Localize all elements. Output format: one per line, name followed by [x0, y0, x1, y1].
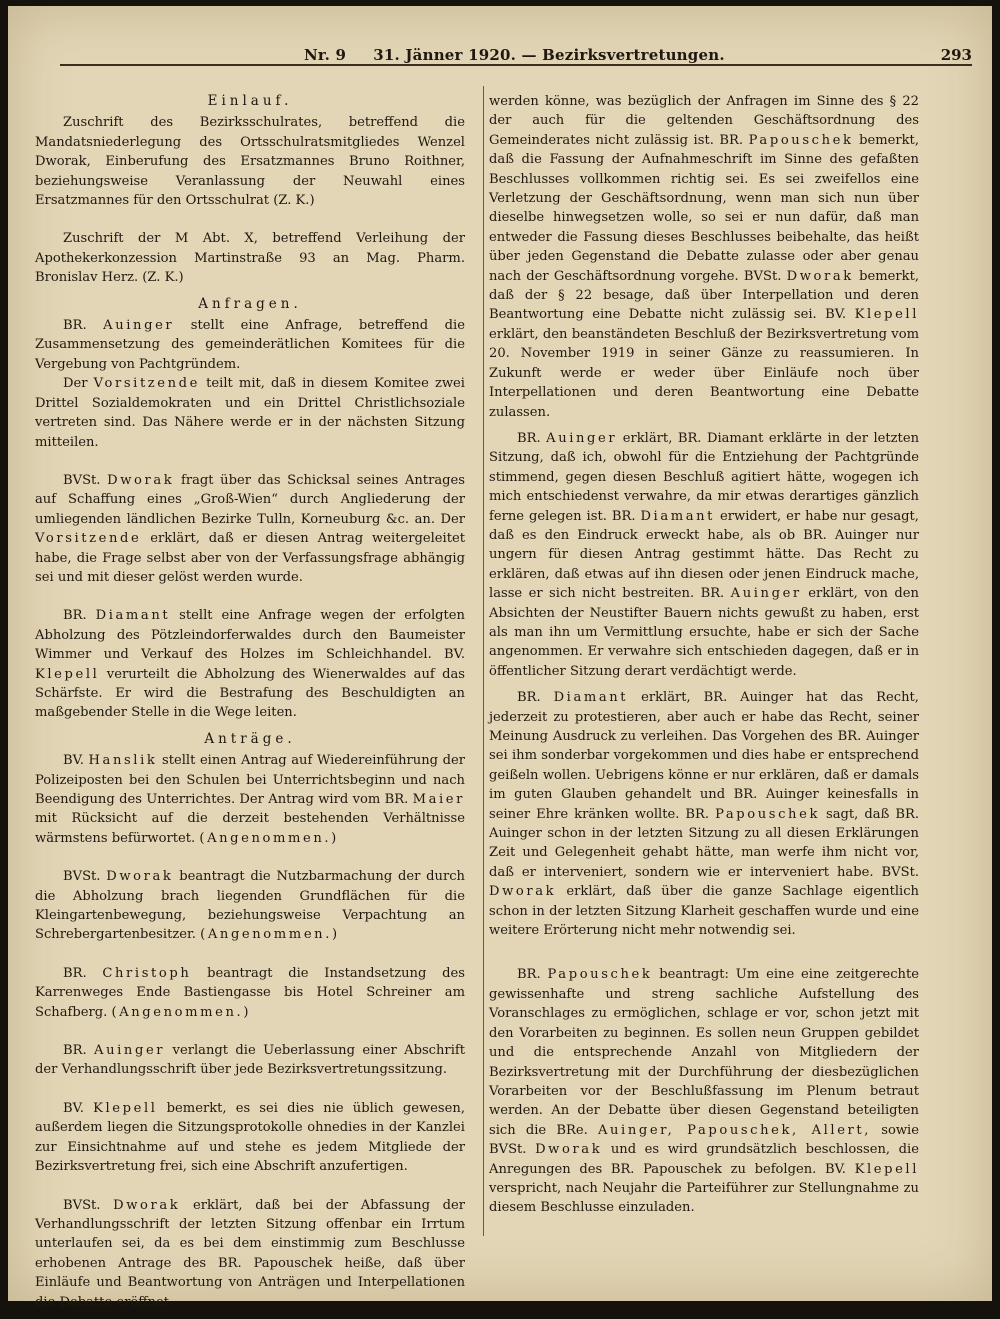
column-divider — [483, 86, 484, 1236]
paragraph-vorsitzende-reply: Der Vorsitzende teilt mit, daß in diesem Komitee zwei Drittel Sozialdemokraten und ein Drittel Christlichsoziale vertreten sind. Das Nähere werde er in der nächsten Sitzung mitteilen. — [35, 376, 465, 450]
right-column — [489, 92, 919, 1225]
paragraph-papouschek-voranschlag: BR. Papouschek beantragt: Um eine eine zeitgerechte gewissenhafte und streng sachliche Aufstellung des Voranschlages zu ermöglichen, schlage er vor, schon jetzt mit den Vorarbeiten zu beginnen. Es sollen neun Gruppen gebildet und die entsprechende Anzahl von Mitgliedern der Bezirksvertretung mit der Durchführung der diesbezüglichen Vorarbeiten vor der Beschlußfassung im Plenum betraut werden. An der Debatte über diesen Gegenstand beteiligten sich die BRe. Auinger, Papouschek, Allert, sowie BVSt. Dworak und es wird grundsätzlich beschlossen, die Anregungen des BR. Papouschek zu befolgen. BV. Klepell verspricht, nach Neujahr die Parteiführer zur Stellungnahme zu diesem Beschlusse einzuladen. — [489, 967, 920, 1216]
paragraph-diamant-erklaerung: BR. Diamant erklärt, BR. Auinger hat das Recht, jederzeit zu protestieren, aber auch er habe das Recht, seiner Meinung Ausdruck zu verleihen. Das Vorgehen des BR. Auinger sei ihm sonderbar vorgekommen und dies habe er entsprechend geißeln wollen. Uebrigens könne er nur erklären, daß er damals im guten Glauben gehandelt und BR. Auinger keinesfalls in seiner Ehre kränken wollte. BR. Papouschek sagt, daß BR. Auinger schon in der letzten Sitzung zu all diesen Erklärungen Zeit und Gelegenheit gehabt hätte, man werfe ihm nicht vor, daß er interveniert, sondern wie er interveniert habe. BVSt. Dworak erklärt, daß über die ganze Sachlage eigentlich schon in der letzten Sitzung Klarheit geschaffen wurde und eine weitere Erörterung nicht mehr notwendig sei. — [489, 690, 919, 939]
left-column — [35, 92, 465, 1319]
paragraph-dworak-kleingarten: BVSt. Dworak beantragt die Nutzbarmachung der durch die Abholzung brach liegenden Grundflächen für die Kleingartenbewegung, beziehungsweise Verpachtung an Schrebergartenbesitzer. (Angenommen.) — [35, 869, 465, 943]
paragraph-diamant-abholzung: BR. Diamant stellt eine Anfrage wegen der erfolgten Abholzung des Pötzleindorferwaldes durch den Baumeister Wimmer und Verkauf des Holzes im Schleichhandel. BV. Klepell verurteilt die Abholzung des Wienerwaldes auf das Schärfste. Er wird die Bestrafung des Beschuldigten an maßgebender Stelle in die Wege leiten. — [35, 608, 465, 721]
header-rule — [60, 64, 972, 66]
paragraph-dworak-gross-wien: BVSt. Dworak fragt über das Schicksal seines Antrages auf Schaffung eines „Groß-Wien“ durch Angliederung der umliegenden ländlichen Bezirke Tulln, Korneuburg &c. an. Der Vorsitzende erklärt, daß er diesen Antrag weitergeleitet habe, die Frage selbst aber von der Verfassungsfrage abhängig sei und mit dieser gelöst werden wurde. — [35, 472, 465, 585]
issue-date: 31. Jänner 1920. — [373, 46, 517, 64]
header-separator: — — [521, 46, 537, 64]
einlauf-heading: Einlauf. — [207, 93, 293, 109]
paragraph-auinger-abschrift: BR. Auinger verlangt die Ueberlassung einer Abschrift der Verhandlungsschrift über jede Bezirksvertretungssitzung. — [35, 1043, 465, 1078]
section-title: Bezirksvertretungen. — [542, 46, 725, 64]
page-header — [8, 46, 992, 76]
newspaper-page — [8, 6, 992, 1310]
antraege-heading: Anträge. — [204, 730, 296, 747]
paragraph-einlauf-1: Zuschrift des Bezirksschulrates, betreffend die Mandatsniederlegung des Ortsschulratsmitgliedes Wenzel Dworak, Einberufung des Ersatzmannes Bruno Roithner, beziehungsweise Veranlassung der Neuwahl eines Ersatzmannes für den Ortsschulrat (Z. K.) — [35, 115, 465, 209]
header-line — [304, 46, 725, 64]
issue-number: Nr. 9 — [304, 46, 347, 64]
page-number: 293 — [940, 46, 972, 64]
paragraph-continuation-geschaeftsordnung: werden könne, was bezüglich der Anfragen im Sinne des § 22 der auch für die geltenden Geschäftsordnung des Gemeinderates nicht zulässig ist. BR. Papouschek bemerkt, daß die Fassung der Aufnahmeschrift im Sinne des gefaßten Beschlusses vollkommen richtig sei. Es sei zweifellos eine Verletzung der Geschäftsordnung, wenn man sich nun über dieselbe hinwegsetzen wolle, so sei er nun dafür, daß man entweder die Fassung dieses Beschlusses beibehalte, das heißt über jeden Gegenstand die Debatte zulasse oder aber genau nach der Geschäftsordnung vorgehe. BVSt. Dworak bemerkt, daß der § 22 besage, daß über Interpellation und deren Beantwortung eine Debatte nicht zulässig sei. BV. Klepell erklärt, den beanständeten Beschluß der Bezirksvertretung vom 20. November 1919 in seiner Gänze zu reassumieren. In Zukunft werde er weder über Einläufe noch über Interpellationen und deren Beantwortung eine Debatte zulassen. — [489, 94, 919, 420]
paragraph-auinger-erklaerung: BR. Auinger erklärt, BR. Diamant erklärte in der letzten Sitzung, daß ich, obwohl für die Entziehung der Pachtgründe stimmend, gegen diesen Beschluß agitiert hätte, wogegen ich mich entschiedenst verwahre, da mir etwas derartiges gänzlich ferne gelegen ist. BR. Diamant erwidert, er habe nur gesagt, daß es den Eindruck erweckt habe, als ob BR. Auinger nur ungern für diesen Antrag gestimmt hätte. Das Recht zu erklären, daß etwas auf ihn diesen oder jenen Eindruck mache, lasse er sich nicht bestreiten. BR. Auinger erklärt, von den Absichten der Neustifter Bauern nichts gewußt zu haben, erst als man ihn um Vermittlung ersuchte, habe er sich der Sache angenommen. Er verwahre sich entschieden dagegen, daß er in öffentlicher Sitzung derart verdächtigt werde. — [489, 430, 919, 679]
paragraph-hanslik-antrag: BV. Hanslik stellt einen Antrag auf Wiedereinführung der Polizeiposten bei den Schulen bei Unterrichtsbeginn und nach Beendigung des Unterrichtes. Der Antrag wird vom BR. Maier mit Rücksicht auf die derzeit bestehenden Verhältnisse wärmstens befürwortet. (Angenommen.) — [35, 753, 466, 846]
paragraph-klepell-protokolle: BV. Klepell bemerkt, es sei dies nie üblich gewesen, außerdem liegen die Sitzungsprotokolle ohnedies in der Kanzlei zur Einsichtnahme auf und stehe es jedem Mitgliede der Bezirksvertretung frei, sich eine Abschrift anzufertigen. — [35, 1100, 465, 1175]
paragraph-christoph-karrenweg: BR. Christoph beantragt die Instandsetzung des Karrenweges Ende Bastiengasse bis Hotel Schreiner am Schafberg. (Angenommen.) — [35, 965, 465, 1020]
paragraph-anfrage-auinger: BR. Auinger stellt eine Anfrage, betreffend die Zusammensetzung des gemeinderätlichen Komitees für die Vergebung von Pachtgründem. — [35, 318, 465, 372]
anfragen-heading: Anfragen. — [198, 295, 302, 312]
paragraph-einlauf-2: Zuschrift der M Abt. X, betreffend Verleihung der Apothekerkonzession Martinstraße 93 an Mag. Pharm. Bronislav Herz. (Z. K.) — [35, 231, 465, 286]
paragraph-dworak-irrtum: BVSt. Dworak erklärt, daß bei der Abfassung der Verhandlungsschrift der letzten Sitzung offenbar ein Irrtum unterlaufen sei, da es bei dem einstimmig zum Beschlusse erhobenen Antrage des BR. Papouschek heiße, daß über Einläufe und Beantwortung von Anträgen und Interpellationen die Debatte eröffnet — [35, 1197, 465, 1310]
